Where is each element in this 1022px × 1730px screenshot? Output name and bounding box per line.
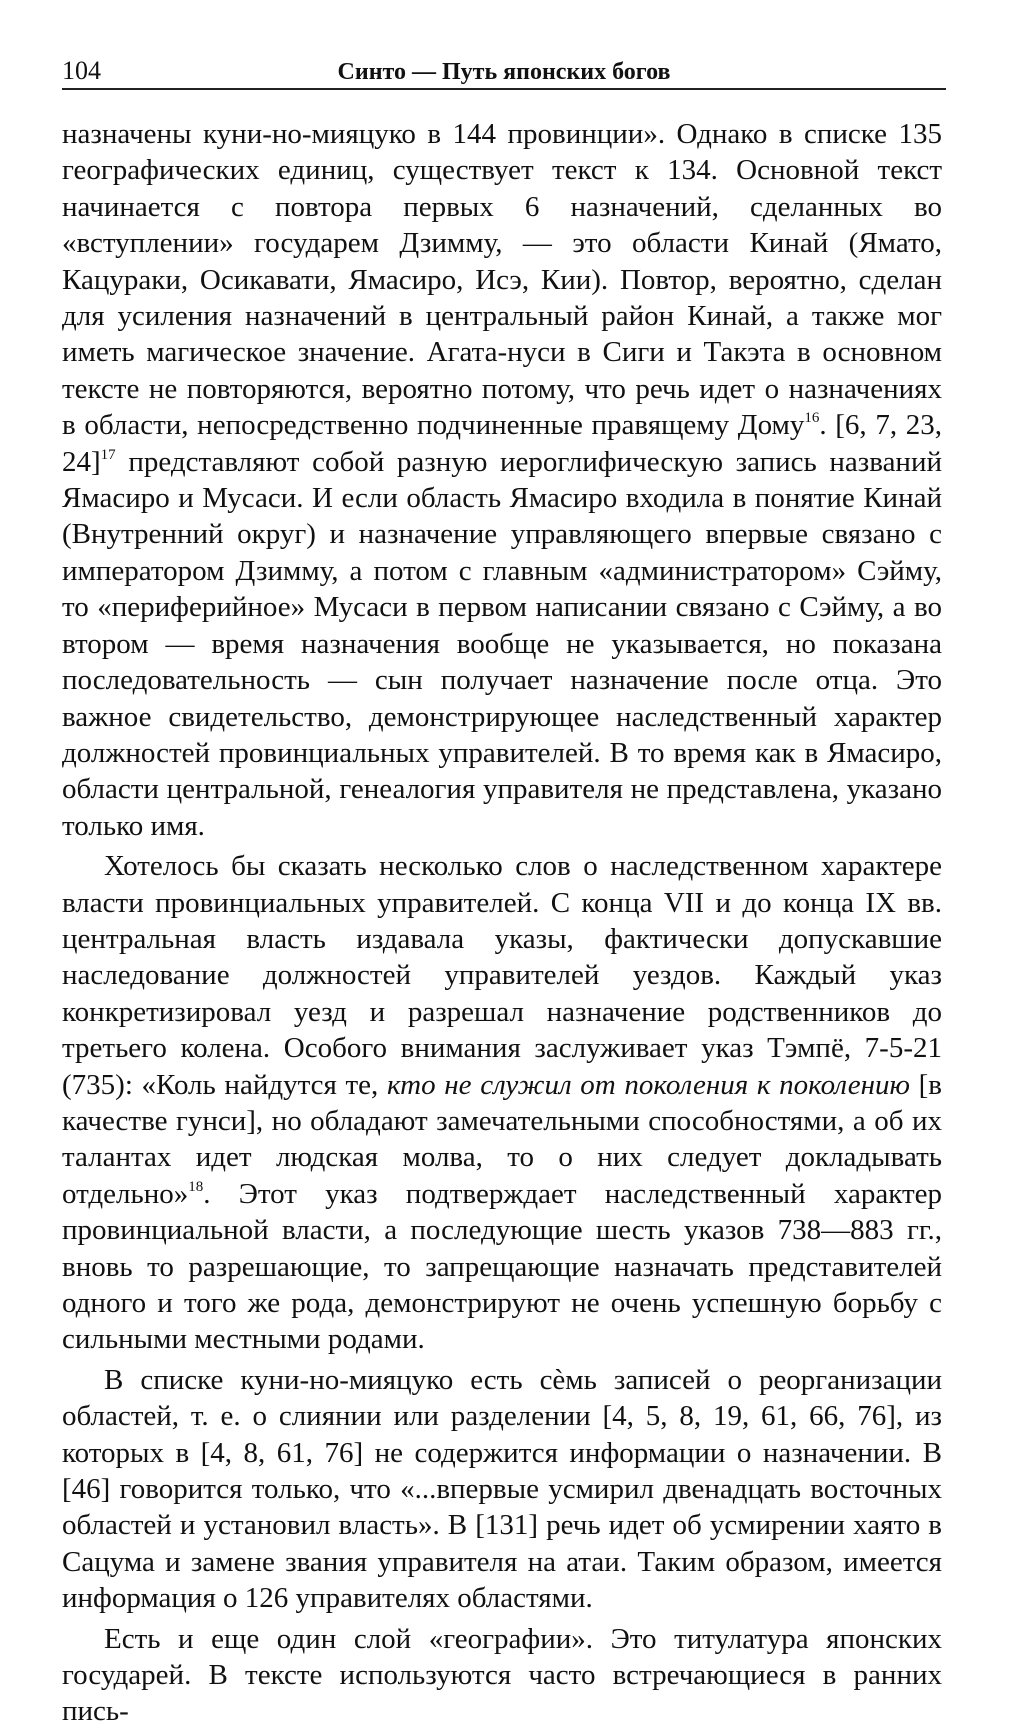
footnote-ref-17: 17 bbox=[100, 446, 116, 463]
footnote-ref-18: 18 bbox=[188, 1178, 204, 1195]
running-title: Синто — Путь японских богов bbox=[337, 59, 671, 85]
text-span: В списке куни-но-мияцуко есть сѐмь записей о реорганизации областей, т. е. о слиянии или разделении [4, 5, 8, 19, 61, 66, 76], из которых в [4, 8, 61, 76] не содержится информации о назначении. В [46] говорится только, что «...впервые усмирил двенадцать восточных областей и установил власть». В [131] речь идет об усмирении хаято в Сацума и замене звания управителя на атаи. Таким образом, имеется информация о 126 управителях областями. bbox=[62, 1363, 942, 1615]
text-span: . [6, 7, 23, 24] bbox=[62, 409, 942, 478]
footnote-ref-16: 16 bbox=[804, 410, 820, 427]
page-number: 104 bbox=[62, 56, 101, 85]
paragraph-3 bbox=[62, 1362, 942, 1617]
text-span: . Этот указ подтверждает наследственный характер провинциальной власти, а последующие шесть указов 738—883 гг., вновь то разрешающие, то запрещающие назначать представителей одного и того же рода, демонстрируют не очень успешную борьбу с сильными местными родами. bbox=[62, 1177, 942, 1356]
paragraph-1 bbox=[62, 116, 942, 844]
page-header bbox=[62, 56, 946, 90]
text-span: Есть и еще один слой «географии». Это титулатура японских государей. В тексте используются часто встречающиеся в ранних пись- bbox=[62, 1622, 942, 1728]
italic-quote: кто не служил от поколения к поколению bbox=[386, 1068, 910, 1101]
text-span: Хотелось бы сказать несколько слов о наследственном характере власти провинциальных управителей. С конца VII и до конца IX вв. центральная власть издавала указы, фактически допускавшие наследование должностей управителей уездов. Каждый указ конкретизировал уезд и разрешал назначение родственников до третьего колена. Особого внимания заслуживает указ Тэмпё, 7-5-21 (735): «Коль найдутся те, bbox=[62, 850, 942, 1101]
text-span: назначены куни-но-мияцуко в 144 провинции». Однако в списке 135 географических единиц, существует текст к 134. Основной текст начинается с повтора первых 6 назначений, сделанных во «вступлении» государем Дзимму, — это области Кинай (Ямато, Кацураки, Осикавати, Ямасиро, Исэ, Кии). Повтор, вероятно, сделан для усиления назначений в центральный район Кинай, а также мог иметь магическое значение. Агата-нуси в Сиги и Такэта в основном тексте не повторяются, вероятно потому, что речь идет о назначениях в области, непосредственно подчиненные правящему Дому bbox=[62, 118, 942, 442]
text-span: представляют собой разную иероглифическую запись названий Ямасиро и Мусаси. И если область Ямасиро входила в понятие Кинай (Внутренний округ) и назначение управляющего впервые связано с императором Дзимму, а потом с главным «администратором» Сэйму, то «периферийное» Мусаси в первом написании связано с Сэйму, а во втором — время назначения вообще не указывается, но показана последовательность — сын получает назначение после отца. Это важное свидетельство, демонстрирующее наследственный характер должностей провинциальных управителей. В то время как в Ямасиро, области центральной, генеалогия управителя не представлена, указано только имя. bbox=[62, 445, 942, 842]
body-text bbox=[62, 116, 942, 1730]
paragraph-4 bbox=[62, 1621, 942, 1730]
text-span: [в качестве гунси], но обладают замечательными способностями, а об их талантах идет людская молва, то о них следует докладывать отдельно» bbox=[62, 1068, 942, 1210]
paragraph-2 bbox=[62, 848, 942, 1358]
